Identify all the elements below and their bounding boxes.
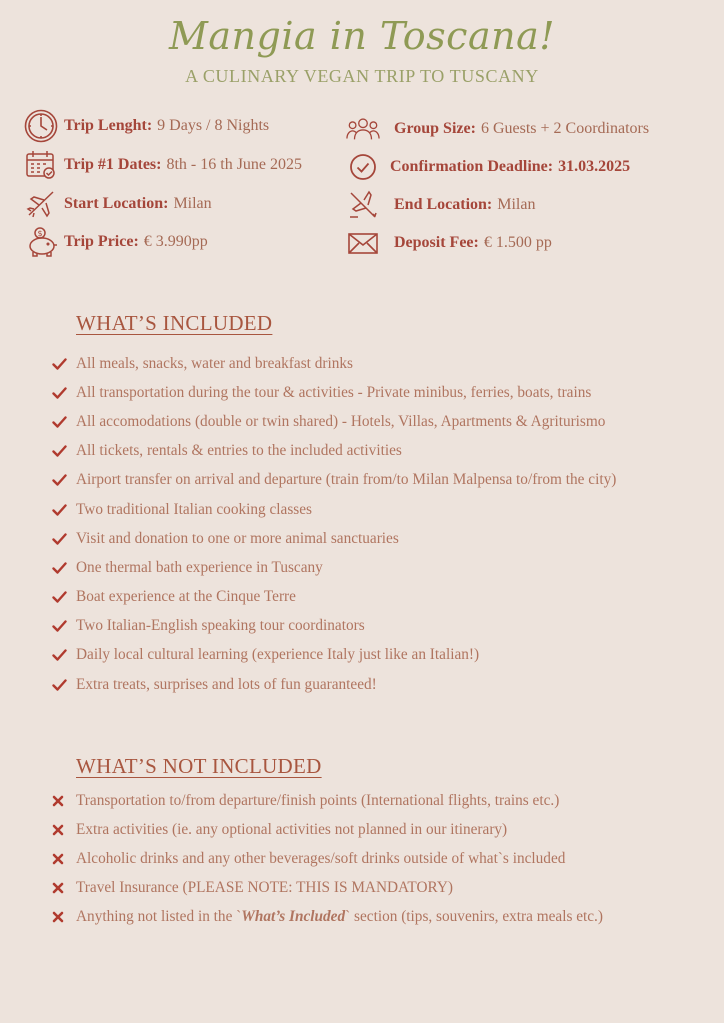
page-title: Mangia in Toscana! [168,14,556,58]
included-item [52,612,616,641]
included-item [52,670,616,699]
included-item [52,495,616,524]
check-icon [52,445,76,457]
item-suffix: ` section (tips, souvenirs, extra meals etc.) [345,908,603,926]
included-item-text: Visit and donation to one or more animal sanctuaries [76,529,399,547]
confirmation-deadline-value: 31.03.2025 [558,158,631,175]
not-included-item [52,786,603,815]
included-item-text: Airport transfer on arrival and departure (train from/to Milan Malpensa to/from the city) [76,471,617,489]
cross-icon [52,882,76,894]
check-icon [52,416,76,428]
check-icon [52,387,76,399]
item-emphasis: What’s Included [241,908,346,926]
trip-price-row [24,227,208,257]
check-icon [52,358,76,370]
calendar-icon [24,150,58,180]
check-icon [52,562,76,574]
included-item [52,349,616,378]
cross-icon [52,824,76,836]
included-item-text: Daily local cultural learning (experience Italy just like an Italian!) [76,646,480,664]
start-location-row [24,189,212,219]
included-item-text: Boat experience at the Cinque Terre [76,588,296,606]
check-icon [52,591,76,603]
piggy-bank-icon [24,227,58,257]
trip-dates-row [24,150,302,180]
included-item-text: Two traditional Italian cooking classes [76,500,312,518]
check-icon [52,620,76,632]
item-prefix: Anything not listed in the ` [76,908,242,926]
confirmation-deadline-row [346,152,630,182]
not-included-item-text: Alcoholic drinks and any other beverages/soft drinks outside of what`s included [76,849,566,867]
included-list [52,349,616,699]
check-icon [52,533,76,545]
not-included-heading: WHAT’S NOT INCLUDED [76,754,322,778]
trip-length-label: Trip Lenght: [64,117,153,134]
included-item-text: All transportation during the tour & activities - Private minibus, ferries, boats, trains [76,383,592,401]
deposit-fee-label: Deposit Fee: [394,234,479,251]
included-item-text: All accomodations (double or twin shared) - Hotels, Villas, Apartments & Agriturismo [76,412,606,430]
included-item [52,553,616,582]
trip-dates-value: 8th - 16 th June 2025 [166,156,303,173]
deposit-fee-value: € 1.500 pp [483,234,552,251]
end-location-value: Milan [497,196,536,213]
not-included-item-text: Extra activities (ie. any optional activities not planned in our itinerary) [76,820,508,838]
deposit-fee-row [346,228,552,258]
trip-price-value: € 3.990pp [143,233,208,250]
not-included-item-text: Transportation to/from departure/finish points (International flights, trains etc.) [76,791,560,809]
included-item [52,437,616,466]
not-included-item-text: Travel Insurance (PLEASE NOTE: THIS IS MANDATORY) [76,879,454,897]
check-icon [52,474,76,486]
included-item [52,466,616,495]
envelope-icon [346,228,380,258]
not-included-item-text [76,908,603,926]
trip-length-value: 9 Days / 8 Nights [157,117,270,134]
included-item-text: Extra treats, surprises and lots of fun guaranteed! [76,675,377,693]
cross-icon [52,795,76,807]
trip-length-row [24,111,269,141]
cross-icon [52,911,76,923]
check-icon [52,504,76,516]
end-location-label: End Location: [394,196,493,213]
check-circle-icon [346,152,380,182]
not-included-list [52,786,603,932]
svg-text:$: $ [37,229,43,238]
airplane-arrival-icon [346,190,380,220]
included-item-text: One thermal bath experience in Tuscany [76,558,323,576]
included-item-text: All meals, snacks, water and breakfast drinks [76,354,353,372]
group-size-label: Group Size: [394,120,476,137]
included-item-text: Two Italian-English speaking tour coordinators [76,617,365,635]
page-subtitle: A CULINARY VEGAN TRIP TO TUSCANY [185,66,539,86]
included-heading: WHAT’S INCLUDED [76,311,273,335]
trip-dates-label: Trip #1 Dates: [64,156,162,173]
included-item [52,378,616,407]
confirmation-deadline-label: Confirmation Deadline: [390,158,554,175]
not-included-item [52,815,603,844]
included-item-text: All tickets, rentals & entries to the included activities [76,442,402,460]
not-included-item [52,844,603,873]
check-icon [52,649,76,661]
included-item [52,583,616,612]
group-size-row [346,114,649,144]
group-icon [346,114,380,144]
start-location-label: Start Location: [64,195,169,212]
airplane-departure-icon [24,189,58,219]
clock-icon [24,111,58,141]
included-item [52,407,616,436]
not-included-item [52,903,603,932]
included-item [52,524,616,553]
trip-price-label: Trip Price: [64,233,139,250]
included-item [52,641,616,670]
end-location-row [346,190,535,220]
check-icon [52,679,76,691]
group-size-value: 6 Guests + 2 Coordinators [480,120,650,137]
start-location-value: Milan [173,195,212,212]
cross-icon [52,853,76,865]
not-included-item [52,874,603,903]
